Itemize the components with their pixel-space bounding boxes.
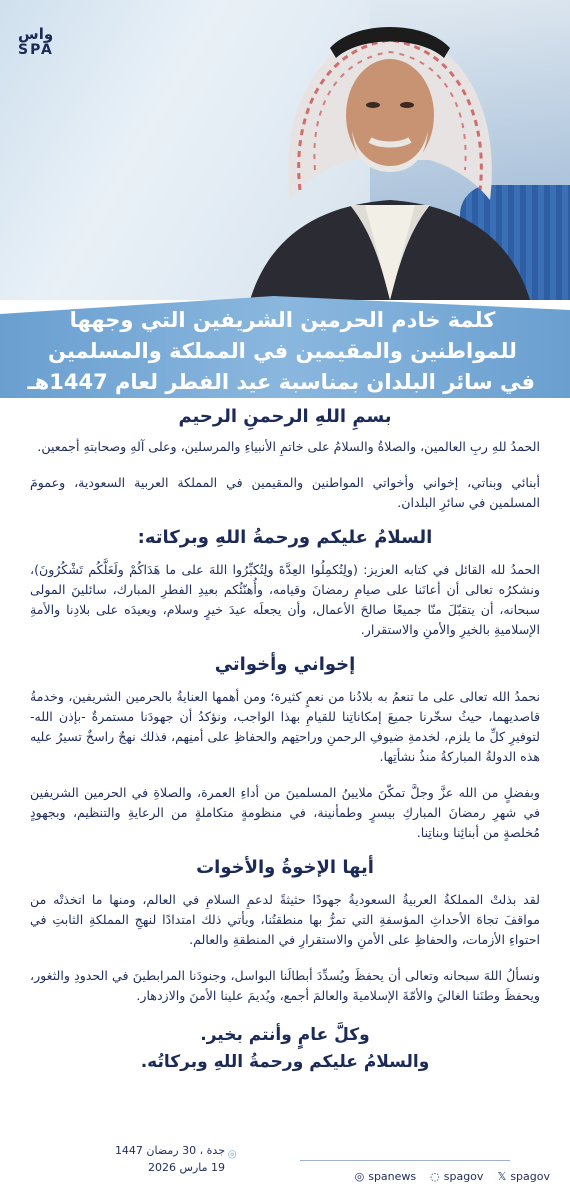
paragraph-eid: الحمدُ لله القائل في كتابه العزيز: (ولِتُكمِلُوا العِدَّةَ ولِتُكبِّرُوا اللهَ على ما هَدَاكُمْ ولَعَلَّكُم تَشْكُرُونَ)، ونشكرُه تعالى أن أعانَنا على صيامِ رمضانَ وقيامه، وأُهنّئُكم بعيدِ الفطرِ المبارك، سائلينَ المولى سبحانه، أن يتقبّلَ منّا جميعًا صالحَ الأعمال، وأن يجعلَه عيدَ خيرٍ وسلام، ويعيدَه على بلادِنا والأمةِ الإسلاميةِ بالخيرِ والأمنِ والاستقرار.: [30, 562, 540, 637]
siblings-heading: أيها الإخوةُ والأخوات: [196, 857, 374, 878]
hero-photo: [0, 0, 570, 300]
social-instagram[interactable]: [355, 1170, 417, 1183]
logo-arabic: واس: [18, 25, 54, 43]
closing-line-2: والسلامُ عليكم ورحمةُ اللهِ وبركاتُه.: [140, 1052, 430, 1072]
portrait-image: [230, 0, 550, 300]
snapchat-icon: ◌: [430, 1169, 440, 1183]
title-line-2: للمواطنين والمقيمين في المملكة والمسلمين: [48, 339, 517, 363]
location-pin-icon: ⌾: [228, 1147, 237, 1163]
closing: [30, 1022, 540, 1076]
title-line-1: كلمة خادم الحرمين الشريفين التي وجهها: [69, 308, 496, 332]
date-block: [55, 1142, 225, 1176]
hijri-date: جدة ، 30 رمضان 1447: [114, 1144, 225, 1157]
speech-body: [30, 406, 540, 1076]
spa-logo: [18, 26, 78, 64]
paragraph-umrah: وبفضلٍ من الله عزَّ وجلَّ تمكّنَ ملايينُ المسلمينَ من أداءِ العمرة، والصلاةِ في الحرمين الشريفين في شهرِ رمضانَ المباركِ بيسرٍ وطمأنينة، في منظومةٍ متكاملةٍ من الرعايةِ والتنظيم، وبجهودٍ مُخلصةٍ من أبنائِنا وبناتِنا.: [30, 785, 540, 840]
social-handles: [335, 1167, 550, 1185]
gregorian-date: 19 مارس 2026: [148, 1161, 225, 1174]
footer: [0, 1140, 570, 1200]
closing-line-1: وكلَّ عامٍ وأنتم بخير.: [200, 1025, 370, 1045]
basmala-heading: بسمِ اللهِ الرحمنِ الرحيم: [178, 406, 392, 427]
social-x[interactable]: [497, 1170, 550, 1183]
x-icon: 𝕏: [497, 1169, 507, 1183]
paragraph-opening: الحمدُ للهِ ربِ العالمين، والصلاةُ والسلامُ على خاتمِ الأنبياءِ والمرسلين، وعلى آلهِ وصحابتهِ أجمعين.: [37, 439, 540, 454]
social-handle: spagov: [443, 1169, 484, 1183]
instagram-icon: ◎: [354, 1169, 365, 1183]
greeting-heading: السلامُ عليكم ورحمةُ اللهِ وبركاته:: [137, 527, 433, 548]
social-handle: spagov: [510, 1169, 550, 1183]
title-line-3: في سائر البلدان بمناسبة عيد الفطر لعام 1447هـ: [27, 370, 535, 394]
paragraph-peace: لقد بذلتْ المملكةُ العربيةُ السعوديةُ جهودًا حثيثةً لدعمِ السلامِ في العالم، ومنها ما اتخذتْه من مواقفَ تجاهَ الأحداثِ المؤسفةِ التي تمرُّ بها منطقتُنا، ويأتي ذلك امتدادًا لنهجِ المملكةِ الثابتِ في احتواءِ الأزمات، والحفاظِ على الأمنِ والاستقرارِ في المنطقةِ والعالم.: [30, 892, 540, 947]
paragraph-address: أبنائي وبناتي، إخواني وأخواتي المواطنين والمقيمين في المملكة العربية السعودية، وعمومَ المسلمين في سائرِ البلدان.: [30, 475, 540, 510]
paragraph-prayer: ونسألُ اللهَ سبحانه وتعالى أن يحفظَ ويُسدِّدَ أبطالَنا البواسل، وجنودَنا المرابطينَ في الحدودِ والثغور، ويحفظَ وطنَنا الغاليَ والأمّةَ الإسلاميةَ والعالمَ أجمع، ويُديمَ علينا الأمنَ والازدهار.: [30, 968, 540, 1003]
logo-latin: SPA: [18, 42, 54, 58]
paragraph-holy-mosques: نحمدُ الله تعالى على ما تنعمُ به بلادُنا من نعمٍ كثيرة؛ ومن أهمها العنايةُ بالحرمين الشريفين، وخدمةُ قاصديهما، حيثُ سخّرنا جميعَ إمكاناتِنا للقيامِ بهذا الواجب، ونؤكدُ أن جهودَنا مستمرةٌ -بإذن الله- لتوفيرِ كلِّ ما يلزم، لخدمةِ ضيوفِ الرحمنِ وراحتِهم والحفاظِ على أمنِهم، فذلك نهجٌ راسخٌ تسيرُ عليه هذه الدولةُ المباركةُ منذُ نشأتِها.: [30, 689, 540, 764]
social-handle: spanews: [368, 1169, 417, 1183]
footer-divider: [300, 1160, 510, 1161]
page-title: [27, 305, 535, 398]
brothers-heading: إخواني وأخواتي: [214, 654, 356, 675]
social-snapchat[interactable]: [430, 1170, 483, 1183]
